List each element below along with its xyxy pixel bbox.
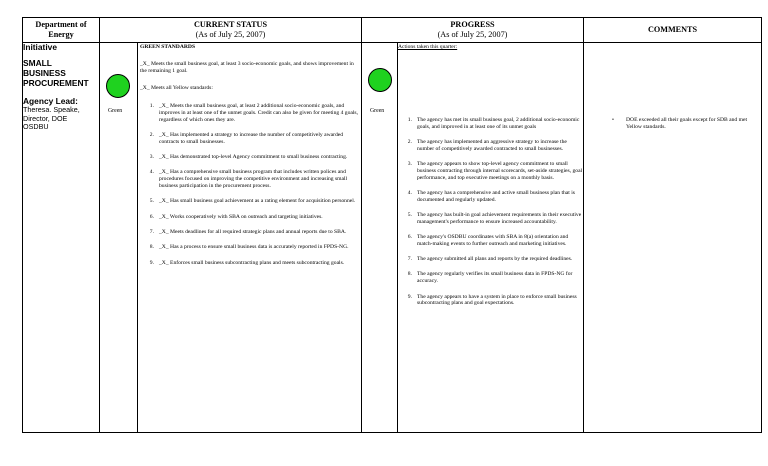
status-intro-2: _X_ Meets all Yellow standards:	[140, 85, 213, 92]
table-top-border	[22, 17, 762, 18]
list-item	[398, 212, 584, 226]
header-progress-title: PROGRESS	[450, 20, 495, 29]
list-item-number: 2.	[149, 132, 154, 139]
status-standards-list	[140, 103, 358, 266]
list-item	[398, 190, 584, 204]
list-item	[140, 169, 358, 189]
col-border-current	[361, 17, 362, 433]
table-bottom-border	[22, 432, 762, 433]
col-border-dept	[99, 17, 100, 433]
list-item-text: The agency has a comprehensive and active small business plan that is documented and regularly updated.	[417, 189, 575, 203]
list-item-text: _X_ Has a process to ensure small business data is accurately reported in FPDS-NG.	[159, 244, 349, 251]
initiative-title-line3: PROCUREMENT	[23, 78, 89, 88]
initiative-title-line2: BUSINESS	[23, 68, 66, 78]
list-item-text: The agency has built-in goal achievement requirements in their executive management's performance to ensure increased accountability.	[417, 211, 582, 225]
list-item-number: 5.	[149, 198, 154, 205]
list-item-text: The agency regularly verifies its small business data in FPDS-NG for accuracy.	[417, 271, 573, 285]
list-item	[140, 132, 358, 146]
list-item	[398, 271, 584, 285]
header-dept-line2: Energy	[48, 30, 74, 39]
list-item-text: The agency appears to have a system in place to enforce small business subcontracting plans and goal expectations.	[417, 293, 577, 307]
list-item-text: The agency submitted all plans and reports by the required deadlines.	[417, 256, 573, 263]
list-item-number: 2.	[407, 138, 412, 145]
col-border-right	[761, 17, 762, 433]
list-item-number: 1.	[149, 103, 154, 110]
header-progress-date: (As of July 25, 2007)	[437, 30, 508, 39]
list-item-text: _X_ Has implemented a strategy to increase the number of competitively awarded contracts to small businesses.	[159, 132, 344, 145]
list-item	[398, 139, 584, 153]
header-current-title: CURRENT STATUS	[193, 20, 268, 29]
header-current-status	[100, 20, 361, 40]
list-item-text: The agency's OSDBU coordinates with SBA in 8(a) orientation and match-making events to further outreach and marketing initiatives.	[417, 234, 569, 247]
list-item-number: 6.	[149, 213, 154, 220]
list-item	[140, 198, 358, 205]
header-comments-title: COMMENTS	[647, 25, 698, 34]
initiative-title-line1: SMALL	[23, 58, 52, 68]
list-item-number: 1.	[407, 116, 412, 123]
list-item-number: 3.	[407, 160, 412, 167]
list-item-number: 9.	[149, 259, 154, 266]
list-item-text: _X_ Works cooperatively with SBA on outreach and targeting initiatives.	[159, 213, 323, 220]
list-item	[398, 161, 584, 181]
comment-entry	[612, 117, 760, 131]
list-item	[398, 234, 584, 248]
list-item-number: 8.	[407, 271, 412, 278]
progress-actions-list	[398, 117, 584, 307]
list-item-number: 5.	[407, 211, 412, 218]
header-progress	[362, 20, 583, 40]
list-item-text: The agency appears to show top-level agency commitment to small business contracting through internal scorecards, set-aside strategies, goal performance, and top executive meetings on a monthly basis.	[417, 160, 583, 181]
list-item-text: The agency has implemented an aggressive strategy to increase the number of competitively awarded contracted to small businesses.	[417, 138, 567, 152]
col-border-rating1	[137, 42, 138, 433]
header-department	[23, 20, 99, 40]
list-item-number: 7.	[149, 228, 154, 235]
status-circle-progress	[368, 68, 392, 92]
current-status-text	[140, 44, 358, 266]
header-dept-line1: Department of	[35, 20, 87, 29]
list-item	[398, 256, 584, 263]
status-intro-1: _X_ Meets the small business goal, at least 3 socio-economic goals, and shows improvement in the remaining 1 goal.	[140, 60, 354, 74]
list-item-text: _X_ Has small business goal achievement as a rating element for acquisition personnel.	[159, 198, 356, 205]
progress-text	[398, 44, 584, 307]
list-item-number: 4.	[149, 169, 154, 176]
list-item	[140, 154, 358, 161]
list-item-text: _X_ Enforces small business subcontracting plans and meets subcontracting goals.	[159, 259, 345, 266]
list-item	[140, 244, 358, 251]
initiative-column	[23, 43, 98, 132]
header-comments	[584, 25, 761, 35]
comment-bullet: •	[612, 117, 614, 123]
comment-text: DOE exceeded all their goals except for SDB and met Yellow standards.	[626, 117, 748, 130]
status-circle-current	[106, 74, 130, 98]
list-item-number: 6.	[407, 234, 412, 241]
list-item-number: 7.	[407, 256, 412, 263]
green-standards-heading: GREEN STANDARDS	[140, 44, 196, 50]
list-item	[398, 117, 584, 131]
agency-lead-line2: Director, DOE	[23, 113, 68, 123]
list-item-number: 3.	[149, 154, 154, 161]
list-item-number: 9.	[407, 293, 412, 300]
agency-lead-line3: OSDBU	[23, 122, 49, 132]
header-current-date: (As of July 25, 2007)	[195, 30, 266, 39]
list-item-number: 8.	[149, 244, 154, 251]
list-item	[140, 229, 358, 236]
list-item-number: 4.	[407, 189, 412, 196]
list-item-text: _X_ Has a comprehensive small business program that includes written polices and procedures focused on improving the competitive environment and increasing small business participation in the procurement process.	[159, 169, 348, 190]
status-rating-current: Green	[108, 108, 123, 114]
list-item	[140, 260, 358, 267]
list-item	[140, 214, 358, 221]
initiative-label: Initiative	[23, 42, 57, 52]
list-item	[140, 103, 358, 123]
list-item-text: The agency has met its small business goal, 2 additional socio-economic goals, and improved in at least one of its unmet goals	[417, 116, 580, 130]
list-item-text: _X_ Meets deadlines for all required strategic plans and annual reports due to SBA.	[159, 228, 347, 235]
agency-lead-label: Agency Lead:	[23, 96, 78, 106]
agency-lead-line1: Theresa. Speake,	[23, 105, 80, 114]
list-item-text: _X_ Has demonstrated top-level Agency commitment to small business contracting.	[159, 154, 348, 161]
list-item	[398, 294, 584, 308]
header-bottom-border	[22, 42, 762, 43]
status-rating-progress: Green	[370, 108, 385, 114]
actions-taken-label: Actions taken this quarter:	[398, 44, 458, 50]
list-item-text: _X_ Meets the small business goal, at least 2 additional socio-economic goals, and improves in at least one of the unmet goals. Credit can also be given for meeting 4 goals, regardless of which ones they are.	[159, 103, 358, 123]
